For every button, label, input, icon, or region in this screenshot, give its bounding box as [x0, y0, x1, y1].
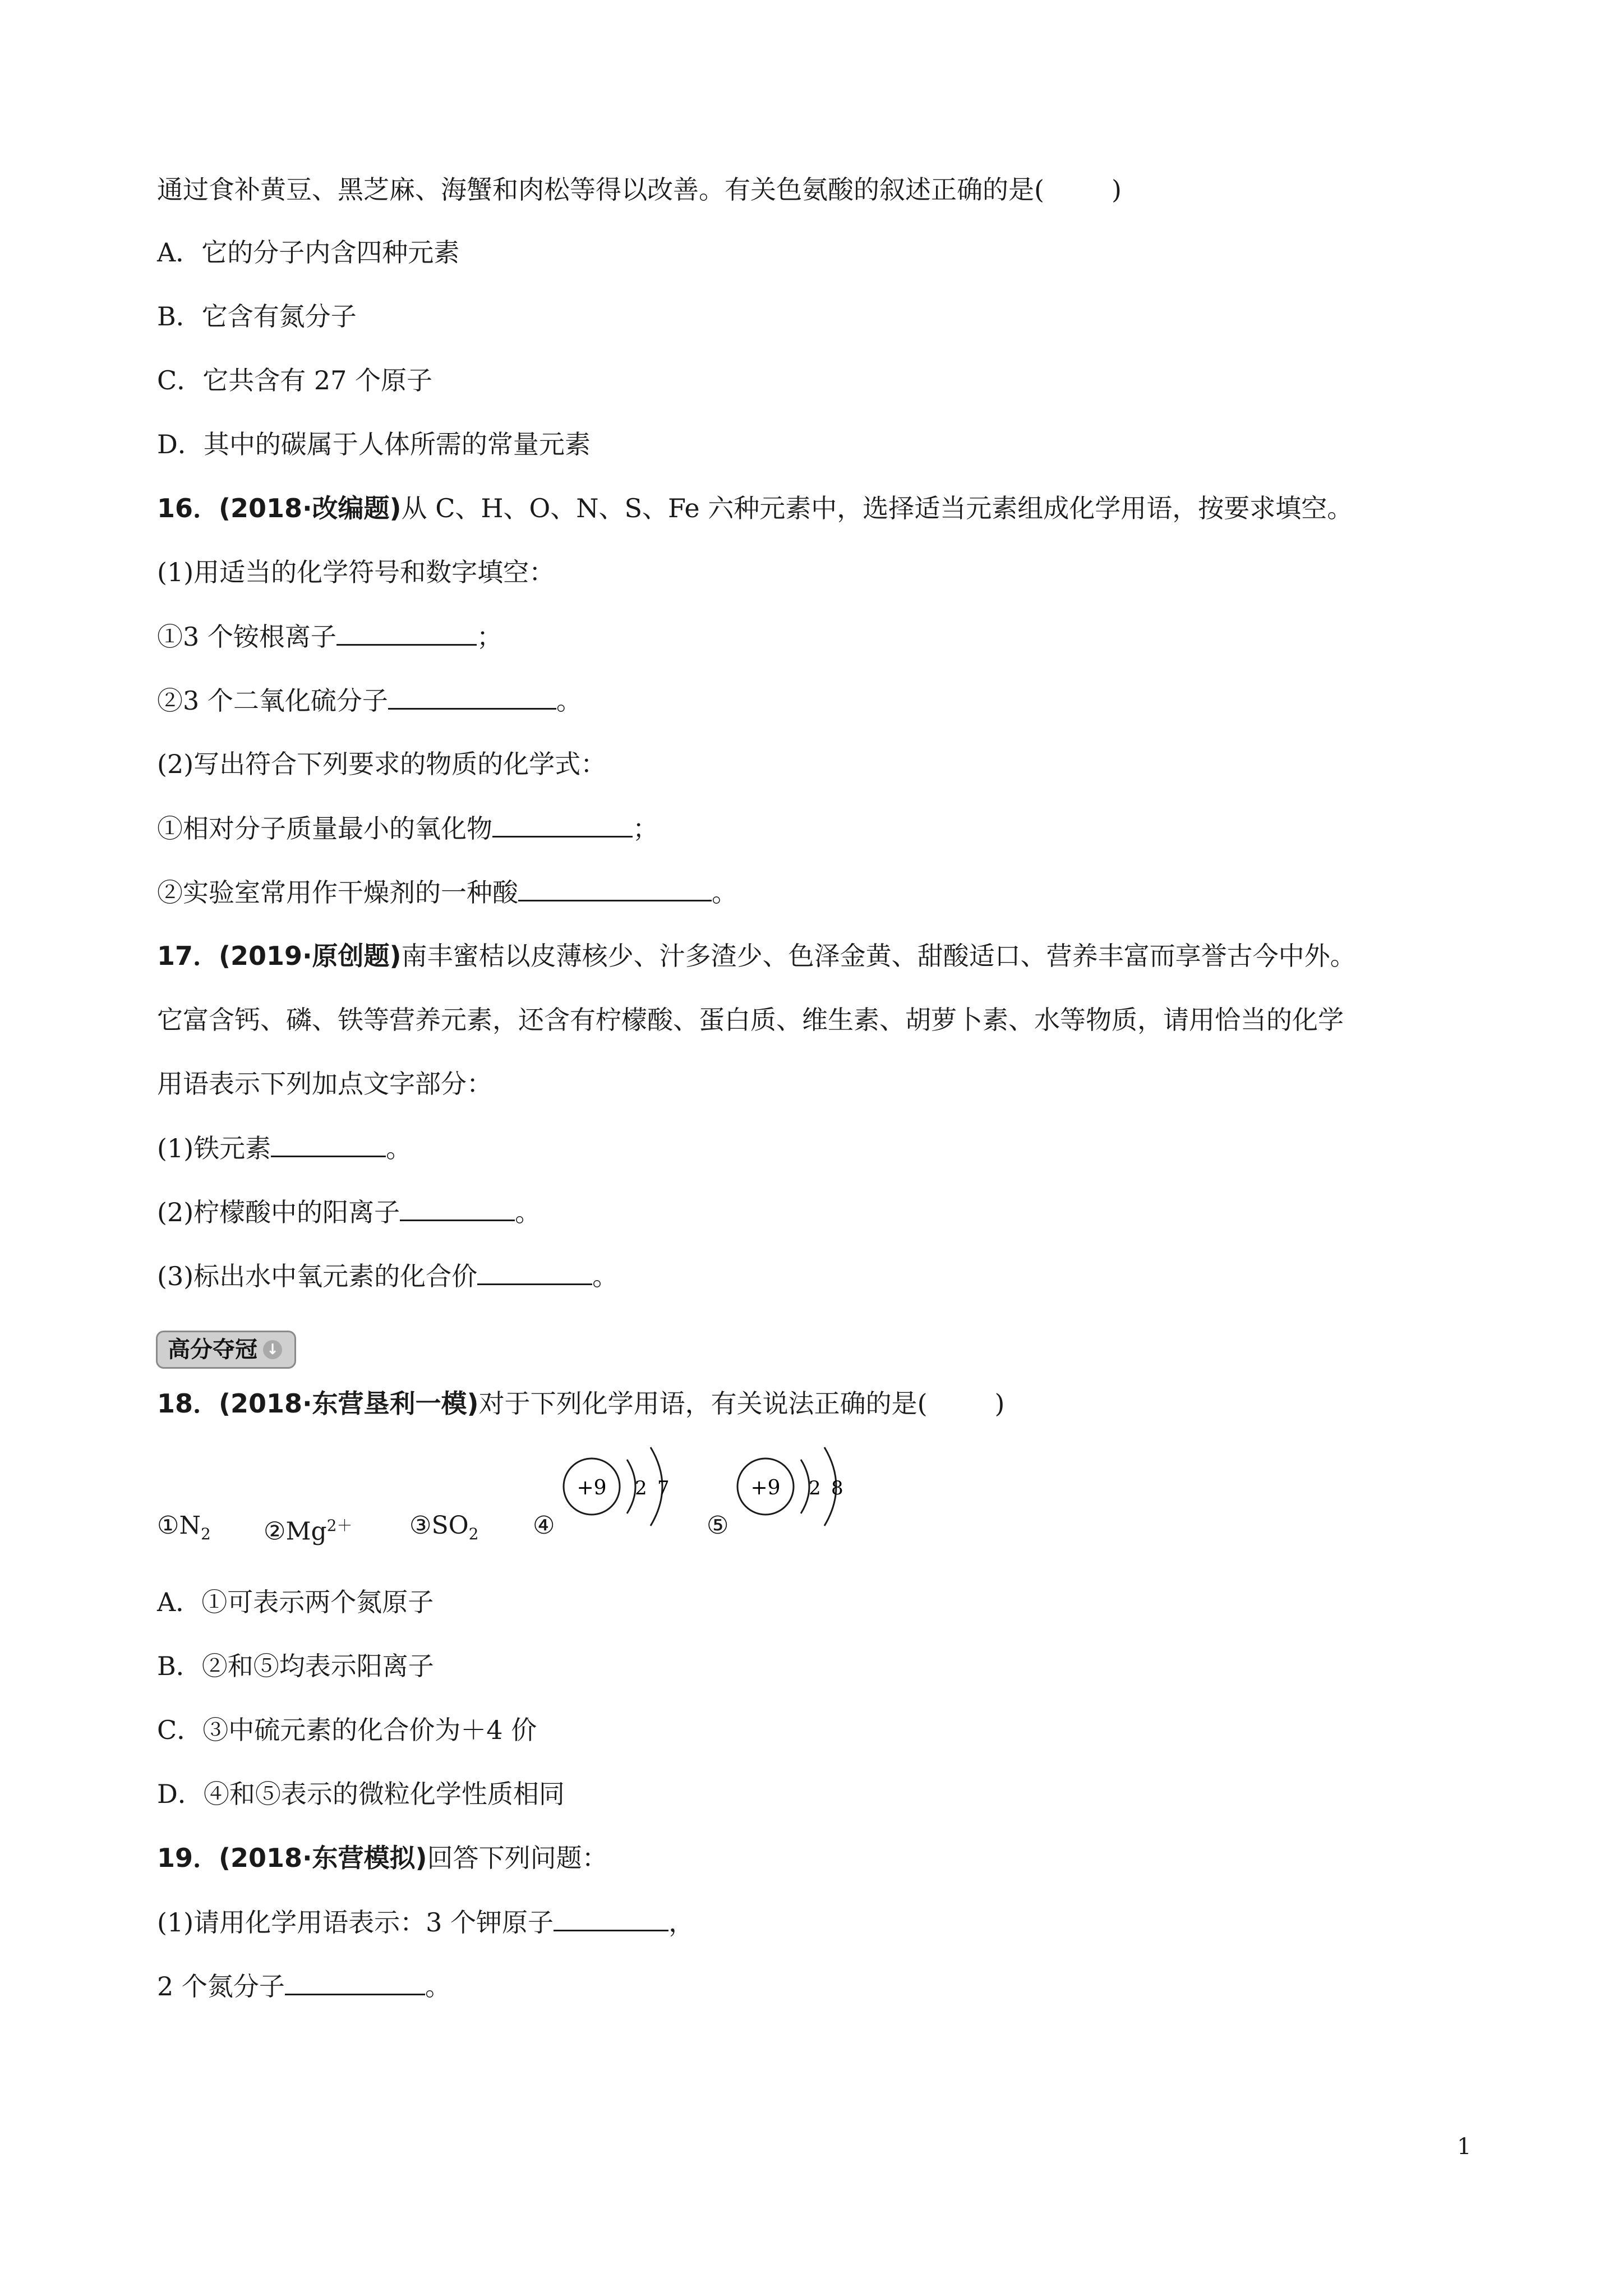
shell-2-electrons: 7 — [657, 1477, 670, 1499]
formula-mg-charge: 2＋ — [326, 1516, 353, 1535]
paren-close: ) — [1111, 174, 1122, 205]
option-18-c: C．③中硫元素的化合价为＋4 价 — [157, 1715, 537, 1745]
electron-shell-arc-1 — [801, 1460, 809, 1513]
option-15-a: A．它的分子内含四种元素 — [157, 237, 460, 268]
answer-blank[interactable] — [477, 1259, 592, 1285]
answer-blank[interactable] — [554, 1905, 668, 1931]
fill-item-19-2 — [157, 1969, 451, 2003]
text-line-1 — [157, 173, 1122, 206]
question-17-line-3: 用语表示下列加点文字部分： — [157, 1069, 492, 1099]
punctuation: 。 — [592, 1261, 619, 1291]
answer-blank[interactable] — [388, 683, 556, 710]
shell-1-electrons: 2 — [809, 1477, 821, 1499]
question-15-stem-text: 通过食补黄豆、黑芝麻、海蟹和肉松等得以改善。有关色氨酸的叙述正确的是( — [157, 174, 1044, 205]
nucleus-charge: +9 — [577, 1476, 607, 1499]
question-source: (2018·东营模拟) — [219, 1843, 427, 1873]
atom-structure-diagram-4 — [561, 1425, 695, 1554]
fill-item-text: (2)柠檬酸中的阳离子 — [157, 1197, 400, 1227]
option-18-a: A．①可表示两个氮原子 — [157, 1587, 434, 1617]
answer-blank[interactable] — [400, 1195, 515, 1221]
fill-item-16-1-2 — [157, 683, 582, 717]
question-number: 18． — [157, 1388, 219, 1419]
formula-mg-ion — [264, 1509, 353, 1549]
nucleus-charge: +9 — [750, 1476, 781, 1499]
section-badge-label: 高分夺冠 — [168, 1337, 257, 1363]
fill-item-text: ①3 个铵根离子 — [157, 622, 336, 652]
formula-n2 — [157, 1509, 211, 1551]
electron-shell-arc-1 — [627, 1460, 635, 1513]
fill-item-16-2-2 — [157, 875, 737, 909]
question-18-stem — [157, 1387, 1004, 1420]
punctuation: 。 — [712, 877, 737, 908]
answer-blank[interactable] — [285, 1969, 425, 1995]
question-source: (2018·改编题) — [219, 493, 402, 523]
sub-question-16-1: (1)用适当的化学符号和数字填空： — [157, 557, 555, 587]
formula-label-5: ⑤ — [707, 1511, 729, 1540]
punctuation: ； — [476, 622, 502, 652]
punctuation: 。 — [425, 1971, 451, 2001]
question-text: 对于下列化学用语，有关说法正确的是( — [478, 1388, 928, 1419]
formula-n2-subscript: 2 — [200, 1524, 211, 1543]
option-15-b: B．它含有氮分子 — [157, 301, 357, 332]
question-number: 16． — [157, 493, 219, 523]
section-badge — [156, 1331, 296, 1369]
fill-item-text: ②实验室常用作干燥剂的一种酸 — [157, 877, 518, 908]
option-15-d: D．其中的碳属于人体所需的常量元素 — [157, 429, 591, 459]
punctuation: ； — [633, 813, 658, 844]
option-18-d: D．④和⑤表示的微粒化学性质相同 — [157, 1779, 565, 1809]
question-text: 南丰蜜桔以皮薄核少、汁多渣少、色泽金黄、甜酸适口、营养丰富而享誉古今中外。 — [401, 941, 1356, 971]
formula-mg-symbol: ②Mg — [264, 1517, 327, 1546]
fill-item-17-2 — [157, 1195, 541, 1229]
formula-n2-symbol: ①N — [157, 1511, 201, 1540]
punctuation: 。 — [515, 1197, 541, 1227]
atom-structure-diagram-5 — [735, 1425, 869, 1554]
question-16-stem — [157, 491, 1353, 525]
question-number: 19． — [157, 1843, 219, 1873]
fill-item-16-1-1 — [157, 619, 502, 654]
punctuation: 。 — [556, 685, 582, 716]
option-18-b: B．②和⑤均表示阳离子 — [157, 1651, 434, 1681]
answer-blank[interactable] — [518, 875, 712, 901]
answer-blank[interactable] — [492, 811, 633, 838]
chemical-formula-row — [157, 1425, 942, 1571]
question-17-stem — [157, 939, 1356, 973]
down-arrow-icon: ↓ — [263, 1340, 282, 1359]
fill-item-19-1 — [157, 1905, 694, 1939]
fill-item-text: (1)请用化学用语表示：3 个钾原子 — [157, 1907, 554, 1938]
fill-item-text: (3)标出水中氧元素的化合价 — [157, 1261, 478, 1291]
answer-blank[interactable] — [336, 619, 477, 646]
punctuation: 。 — [386, 1133, 412, 1163]
option-15-c: C．它共含有 27 个原子 — [157, 365, 432, 395]
formula-label-4: ④ — [533, 1511, 555, 1540]
formula-so2 — [409, 1509, 479, 1551]
formula-so2-subscript: 2 — [468, 1524, 479, 1543]
question-source: (2018·东营垦利一模) — [219, 1388, 479, 1419]
answer-blank[interactable] — [271, 1131, 386, 1157]
paren-close: ) — [994, 1388, 1005, 1419]
question-text: 回答下列问题： — [427, 1843, 608, 1873]
question-19-stem — [157, 1841, 608, 1875]
fill-item-text: ②3 个二氧化硫分子 — [157, 685, 388, 716]
fill-item-17-1 — [157, 1131, 412, 1165]
shell-1-electrons: 2 — [635, 1477, 647, 1499]
fill-item-text: 2 个氮分子 — [157, 1971, 285, 2001]
fill-item-16-2-1 — [157, 811, 658, 845]
fill-item-text: ①相对分子质量最小的氧化物 — [157, 813, 492, 844]
question-source: (2019·原创题) — [219, 941, 402, 971]
fill-item-17-3 — [157, 1259, 618, 1293]
punctuation: ， — [668, 1907, 695, 1938]
page-number: 1 — [1457, 2134, 1472, 2160]
formula-so2-symbol: ③SO — [409, 1511, 469, 1540]
question-text: 从 C、H、O、N、S、Fe 六种元素中，选择适当元素组成化学用语，按要求填空。 — [401, 493, 1353, 523]
fill-item-text: (1)铁元素 — [157, 1133, 271, 1163]
question-17-line-2: 它富含钙、磷、铁等营养元素，还含有柠檬酸、蛋白质、维生素、胡萝卜素、水等物质，请用恰当的化学 — [157, 1005, 1344, 1035]
shell-2-electrons: 8 — [831, 1477, 843, 1499]
question-number: 17． — [157, 941, 219, 971]
sub-question-16-2: (2)写出符合下列要求的物质的化学式： — [157, 749, 607, 779]
